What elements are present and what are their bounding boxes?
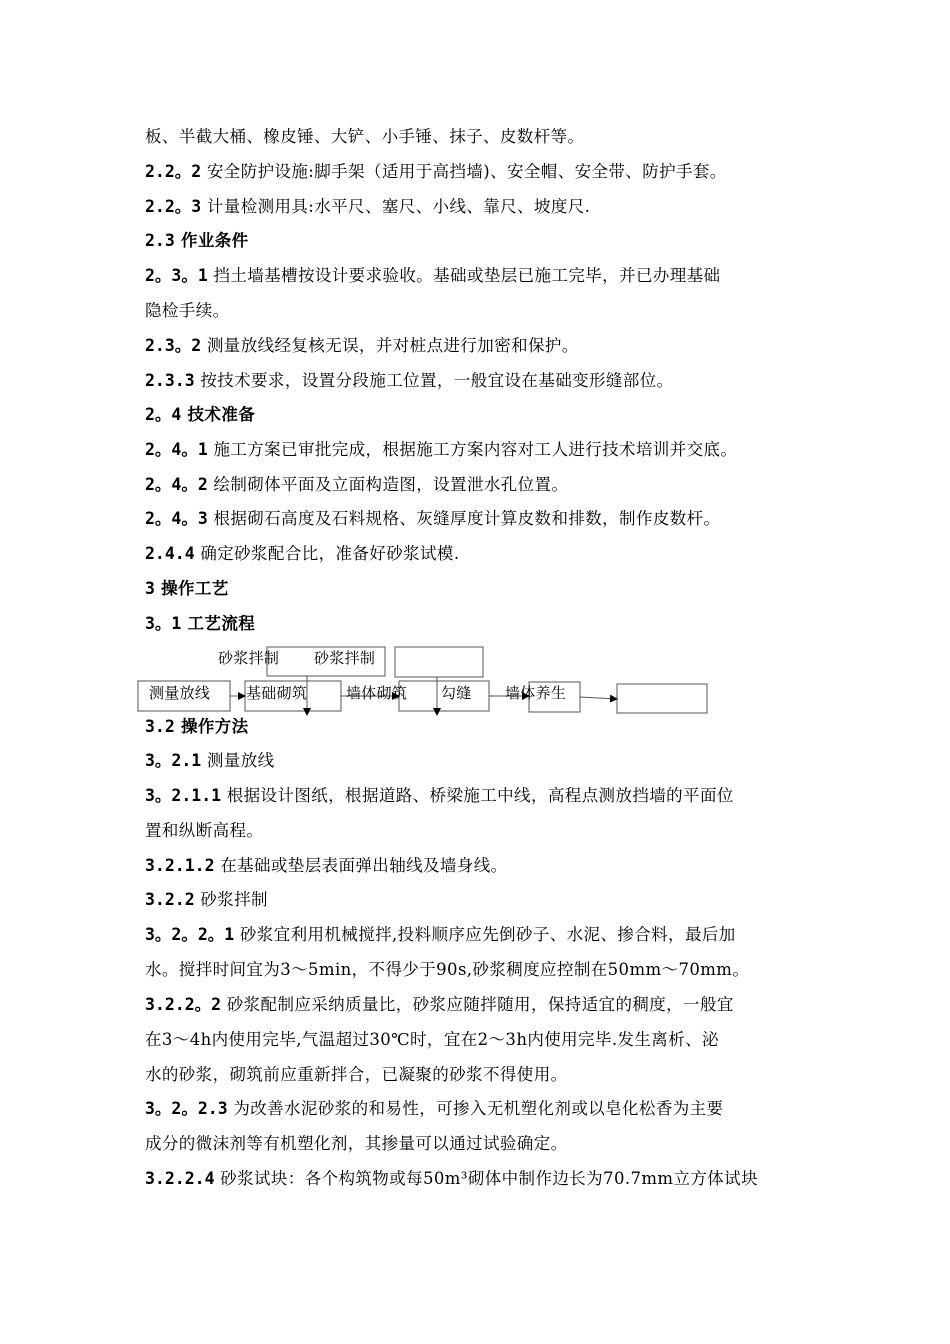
flow-box [399,681,489,711]
section-heading: 3。1 工艺流程 [145,614,256,633]
flow-box [245,681,341,711]
flow-step-curing: 墙体养生 [505,684,567,702]
text-line: 2.3.3 按技术要求，设置分段施工位置，一般宜设在基础变形缝部位。 [145,371,674,390]
text-line: 3。2。2.3 为改善水泥砂浆的和易性，可掺入无机塑化剂或以皂化松香为主要 [145,1099,724,1118]
text-line: 3。2.1 测量放线 [145,751,275,770]
text-line: 板、半截大桶、橡皮锤、大铲、小手锤、抹子、皮数杆等。 [145,127,585,146]
text-line: 水的砂浆，砌筑前应重新拌合，已凝聚的砂浆不得使用。 [145,1065,568,1084]
text-line: 2。4。3 根据砌石高度及石料规格、灰缝厚度计算皮数和排数，制作皮数杆。 [145,509,721,528]
text-line: 3.2.2 砂浆拌制 [145,890,268,909]
flow-box [529,682,580,712]
flow-box [395,647,483,677]
text-line: 成分的微沫剂等有机塑化剂，其掺量可以通过试验确定。 [145,1134,568,1153]
text-line: 2.2。2 安全防护设施:脚手架（适用于高挡墙)、安全帽、安全带、防护手套。 [145,162,727,181]
text-line: 在3～4h内使用完毕,气温超过30℃时，宜在2～3h内使用完毕.发生离析、泌 [145,1030,719,1049]
flow-label-mortar-2: 砂浆拌制 [314,649,376,667]
text-line: 3.2.2。2 砂浆配制应采纳质量比，砂浆应随拌随用，保持适宜的稠度，一般宜 [145,995,734,1014]
text-line: 隐检手续。 [145,301,230,320]
text-line: 水。搅拌时间宜为3～5min，不得少于90s,砂浆稠度应控制在50mm～70mm。 [145,960,750,979]
text-line: 3。2.1.1 根据设计图纸，根据道路、桥梁施工中线，高程点测放挡墙的平面位 [145,786,734,805]
text-line: 3.2.1.2 在基础或垫层表面弹出轴线及墙身线。 [145,856,508,875]
flow-step-survey: 测量放线 [149,684,211,702]
text-line: 2。4。1 施工方案已审批完成，根据施工方案内容对工人进行技术培训并交底。 [145,440,738,459]
flow-step-foundation: 基础砌筑 [246,684,308,702]
section-heading: 2。4 技术准备 [145,405,256,424]
flow-arrow [580,697,617,699]
flow-box [138,681,230,711]
section-heading: 3.2 操作方法 [145,717,249,736]
text-line: 3.2.2.4 砂浆试块：各个构筑物或每50m³砌体中制作边长为70.7mm立方体试块 [145,1169,758,1188]
flow-step-pointing: 勾缝 [441,684,472,702]
flow-box [267,647,385,676]
flow-label-mortar-1: 砂浆拌制 [218,649,280,667]
text-line: 2.2。3 计量检测用具:水平尺、塞尺、小线、靠尺、坡度尺. [145,197,591,216]
text-line: 2.3。2 测量放线经复核无误，并对桩点进行加密和保护。 [145,336,579,355]
text-line: 3。2。2。1 砂浆宜利用机械搅拌,投料顺序应先倒砂子、水泥、掺合料，最后加 [145,925,736,944]
flow-box [617,684,707,713]
text-line: 置和纵断高程。 [145,821,264,840]
section-heading: 3 操作工艺 [145,579,229,598]
flow-step-wall: 墙体砌筑 [346,684,408,702]
text-line: 2。4。2 绘制砌体平面及立面构造图，设置泄水孔位置。 [145,475,569,494]
text-line: 2.4.4 确定砂浆配合比，准备好砂浆试模. [145,544,460,563]
text-line: 2。3。1 挡土墙基槽按设计要求验收。基础或垫层已施工完毕，并已办理基础 [145,266,721,285]
section-heading: 2.3 作业条件 [145,231,249,250]
